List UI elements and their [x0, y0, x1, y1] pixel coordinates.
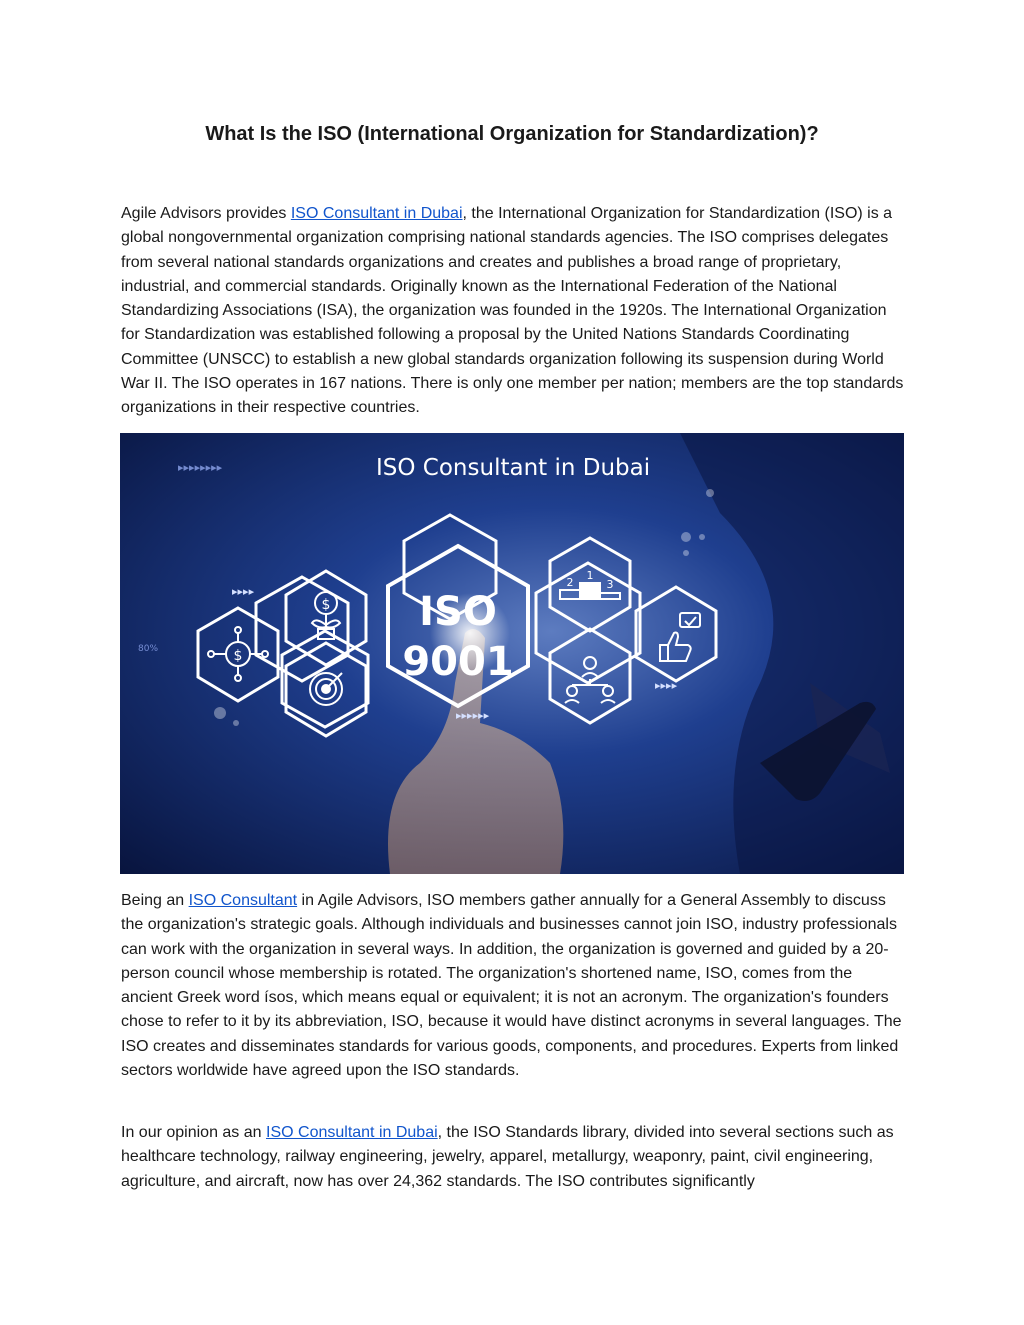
podium-label: 2 — [566, 576, 574, 589]
paragraph-text: , the ISO Standards library, divided into several sections such as healthcare technology, railway engineering, jewelry, apparel, metallurgy, weaponry, paint, civil engineering, agriculture, and aircraft, now has over 24,362 standards. The ISO contributes significantly — [121, 1124, 894, 1190]
svg-text:$: $ — [233, 648, 243, 664]
iso-consultant-dubai-link[interactable]: ISO Consultant in Dubai — [290, 205, 463, 222]
paragraph-intro — [121, 202, 907, 421]
iso-consultant-dubai-link[interactable]: ISO Consultant in Dubai — [266, 1124, 438, 1141]
paragraph-text: in Agile Advisors, ISO members gather annually for a General Assembly to discuss the organization's strategic goals. Although individuals and businesses cannot join ISO, industry professionals can work with the organization in several ways. In addition, the organization is governed and guided by a 20-person council whose membership is rotated. The organization's shortened name, ISO, comes from the ancient Greek word ísos, which means equal or equivalent; it is not an acronym. The organization's founders chose to refer to it by its abbreviation, ISO, because it would have distinct acronyms in several languages. The ISO creates and disseminates standards for various goods, components, and procedures. Experts from linked sectors worldwide have agreed upon the ISO standards. — [121, 892, 902, 1080]
svg-text:$: $ — [321, 597, 331, 613]
iso-consultant-link[interactable]: ISO Consultant — [188, 892, 298, 909]
paragraph-text: Being an — [121, 892, 189, 909]
figure-caption: ISO Consultant in Dubai — [376, 455, 651, 481]
podium-label: 3 — [606, 578, 614, 591]
paragraph-library — [121, 1121, 907, 1194]
svg-text:▸▸▸▸▸▸▸▸: ▸▸▸▸▸▸▸▸ — [178, 461, 223, 474]
svg-text:▸▸▸▸: ▸▸▸▸ — [232, 585, 255, 598]
percent-label: 80% — [138, 644, 159, 654]
paragraph-text: , the International Organization for Standardization (ISO) is a global nongovernmental organization comprising national standards agencies. The ISO comprises delegates from several national standards organizations and creates and publishes a broad range of proprietary, industrial, and commercial standards. Originally known as the International Federation of the National Standardizing Associations (ISA), the organization was founded in the 1920s. The International Organization for Standardization was established following a proposal by the United Nations Standards Coordinating Committee (UNSCC) to establish a new global standards organization following its suspension during World War II. The ISO operates in 167 nations. There is only one member per nation; members are the top standards organizations in their respective countries. — [121, 205, 904, 417]
paragraph-membership — [121, 889, 907, 1083]
iso-number-text: 9001 — [402, 639, 514, 685]
paragraph-text: Agile Advisors provides — [121, 205, 291, 222]
svg-text:▸▸▸▸▸▸: ▸▸▸▸▸▸ — [456, 709, 490, 722]
podium-label: 1 — [586, 569, 594, 582]
iso-consultant-banner-image — [120, 433, 904, 874]
iso-text: ISO — [419, 589, 497, 635]
page-title: What Is the ISO (International Organization for Standardization)? — [205, 123, 819, 145]
paragraph-text: In our opinion as an — [121, 1124, 266, 1141]
svg-text:▸▸▸▸: ▸▸▸▸ — [655, 679, 678, 692]
